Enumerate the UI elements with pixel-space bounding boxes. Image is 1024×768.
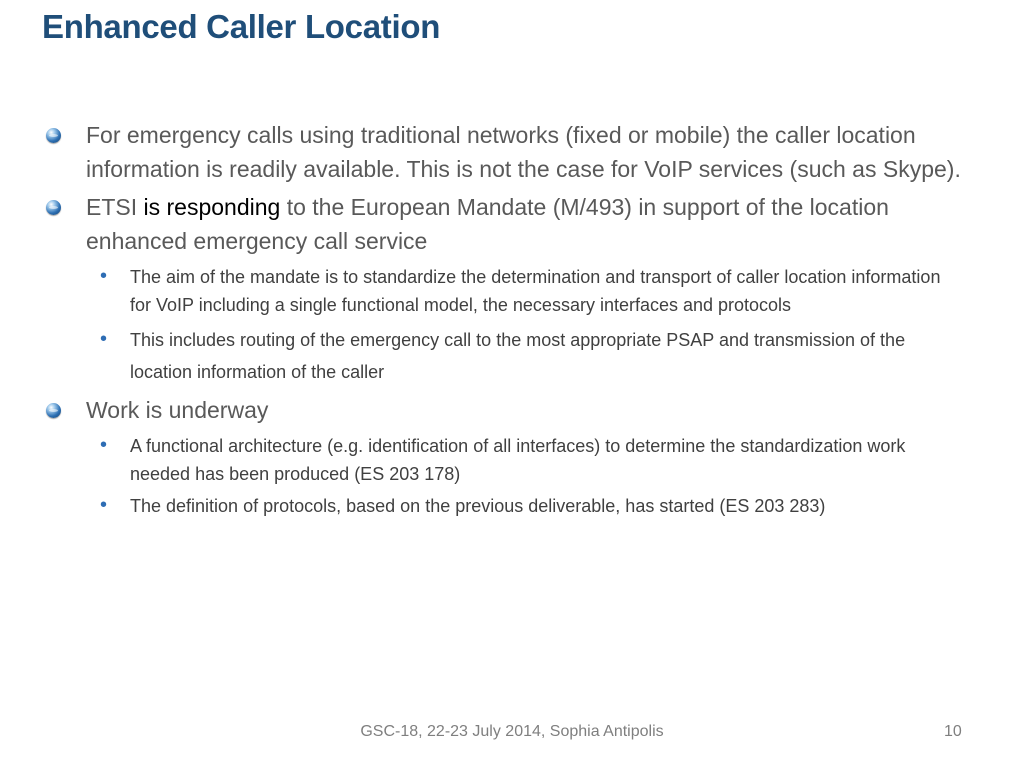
- sub-bullet: [42, 493, 962, 521]
- dot-bullet-icon: •: [100, 265, 108, 287]
- slide-footer: GSC-18, 22-23 July 2014, Sophia Antipolis: [360, 723, 664, 740]
- bullet-1: [42, 118, 962, 186]
- sub-bullet: [42, 433, 962, 488]
- dot-bullet-icon: •: [100, 328, 108, 350]
- bullet-3: [42, 393, 962, 427]
- bullet-2: [42, 190, 962, 258]
- dot-bullet-icon: •: [100, 434, 108, 456]
- sub-bullet-text: The aim of the mandate is to standardize the determination and transport of caller location information for VoIP including a single functional model, the necessary interfaces and protocols: [130, 267, 941, 315]
- sub-bullet: [42, 324, 962, 388]
- slide-content: [42, 118, 962, 526]
- dot-bullet-icon: •: [100, 494, 108, 516]
- bullet-3-text: Work is underway: [86, 397, 269, 423]
- bullet-2-subbullets: [42, 264, 962, 388]
- page-number: 10: [944, 723, 962, 740]
- sub-bullet-text: The definition of protocols, based on the previous deliverable, has started (ES 203 283): [130, 496, 826, 516]
- bullet-1-text: For emergency calls using traditional networks (fixed or mobile) the caller location information is readily available. This is not the case for VoIP services (such as Skype).: [86, 122, 961, 182]
- bullet-2-text-start: ETSI: [86, 194, 144, 220]
- globe-bullet-icon: [46, 200, 61, 215]
- sub-bullet-text: A functional architecture (e.g. identification of all interfaces) to determine the standardization work needed has been produced (ES 203 178): [130, 436, 906, 484]
- sub-bullet: [42, 264, 962, 319]
- globe-bullet-icon: [46, 128, 61, 143]
- bullet-2-emphasis: is responding: [143, 194, 281, 220]
- bullet-3-subbullets: [42, 433, 962, 521]
- slide-title: Enhanced Caller Location: [42, 8, 441, 45]
- bullet-2-text-end: to the European Mandate (M/493) in support of the location enhanced emergency call service: [86, 194, 889, 254]
- globe-bullet-icon: [46, 403, 61, 418]
- sub-bullet-text: This includes routing of the emergency call to the most appropriate PSAP and transmission of the location information of the caller: [130, 330, 906, 382]
